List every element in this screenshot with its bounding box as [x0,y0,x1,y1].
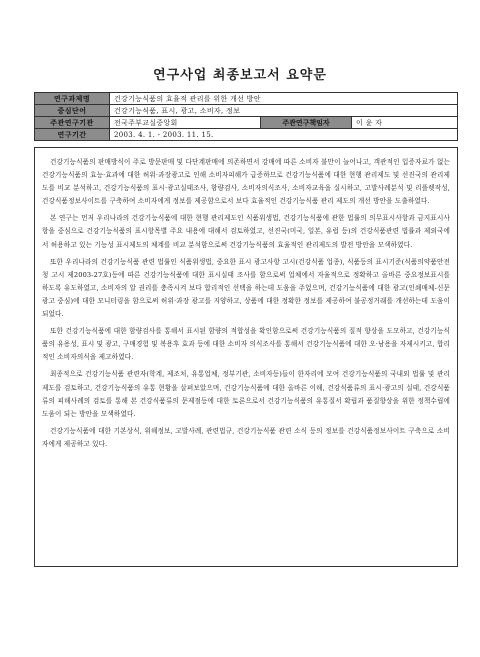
table-row [35,129,458,141]
period-label: 연구기간 [35,129,110,141]
table-row [35,93,458,105]
keywords-label: 중심단어 [35,105,110,117]
project-value: 건강기능식품의 효율적 관리를 위한 개선 방안 [110,93,458,105]
summary-paragraph-6: 건강기능식품에 대한 기본상식, 위해정보, 고발사례, 관련법규, 건강기능식품 관련 소식 등의 정보를 건강식품정보사이트 구축으로 소비자에게 제공하고 있다. [42,426,450,448]
period-value: 2003. 4. 1. - 2003. 11. 15. [110,129,458,141]
summary-paragraph-2: 본 연구는 먼저 우리나라의 건강기능식품에 대한 현행 관리제도인 식품위생법, 건강기능식품에 관한 법률의 의무표시사항과 금지표시사항을 중심으로 건강기능식품의 표시항목별 주요 내용에 대해서 검토하였고, 선진국(미국, 일본, 유럽 등)의 건강식품관련 법률과 제외국에서 허용하고 있는 기능성 표시제도의 체계를 비교 분석함으로써 건강기능식품의 효율적인 관리제도의 발전 방안을 모색하였다. [42,214,450,249]
table-row [35,105,458,117]
keywords-value: 건강기능식품, 표시, 광고, 소비자, 정보 [110,105,458,117]
summary-body [34,147,458,567]
summary-paragraph-4: 또한 건강기능식품에 대한 함량검사를 통해서 표시된 함량의 적합성을 확인함으로써 건강기능식품의 질적 향상을 도모하고, 건강기능식품의 유용성, 표시 및 광고, 구매경험 및 복용후 효과 등에 대한 소비자 의식조사를 통해서 건강기능식품에 대한 오·남용을 자제시키고, 합리적인 소비자의식을 제고하였다. [42,327,450,362]
page-title: 연구사업 최종보고서 요약문 [153,68,327,83]
pi-label: 주관연구책임자 [261,117,352,129]
summary-paragraph-5: 최종적으로 건강기능식품 관련자(학계, 제조처, 유통업체, 정부기관, 소비자등)들이 한자리에 모여 건강기능식품의 국내외 법률 및 관리제도를 검토하고, 건강기능식품의 유통 현황을 살펴보았으며, 건강기능식품에 대한 올바른 이해, 건강식품류의 표시·광고의 실태, 건강식품류의 피해사례의 검토를 통해 본 건강식품류의 문제점등에 대한 토론으로서 건강기능식품의 유통질서 확립과 품질향상을 위한 정책수립에 도움이 되는 방안을 모색하였다. [42,370,450,418]
table-row [35,117,458,129]
project-label: 연구과제명 [35,93,110,105]
summary-paragraph-3: 또한 우리나라의 건강기능식품 관련 법률인 식품위생법, 중요한 표시 광고사항 고시(건강식품 업종), 식품등의 표시기준(식품의약품안전청 고시 제2003-27호)등에 따른 건강기능식품에 대한 표시실태 조사를 함으로써 업체에서 자율적으로 정확하고 올바른 중요정보표시를 하도록 유도하였고, 소비자의 알 권리를 충족시켜 보다 합리적인 선택을 하는데 도움을 주었으며, 건강기능식품에 대한 광고(인쇄매체-신문광고 중심)에 대한 모니터링을 함으로써 허위·과장 광고를 지양하고, 상품에 대한 정확한 정보를 제공하여 불공정거래를 개선하는데 도움이 되었다. [42,257,450,319]
pi-value: 이 윤 자 [352,117,458,129]
org-label: 주관연구기관 [35,117,110,129]
org-value: 전국주부교실중앙회 [110,117,261,129]
summary-info-table [34,92,458,141]
summary-paragraph-1: 건강기능식품의 판매방식이 주로 방문판매 및 다단계판매에 의존하면서 강매에 따른 소비자 불만이 늘어나고, 객관적인 입증자료가 없는 건강기능식품의 효능·효과에 대한 허위·과장광고로 인해 소비자피해가 급증하므로 건강기능식품에 대한 현행 관리제도 및 선진국의 관리제도를 비교 분석하고, 건강기능식품의 표시·광고실태조사, 함량검사, 소비자의식조사, 소비자교육을 실시하고, 고발사례분석 및 리플렛작성, 건강식품정보사이트를 구축하여 소비자에게 정보를 제공함으로서 보다 효율적인 건강기능식품 관리 제도의 개선 방안을 도출하였다. [42,158,450,206]
